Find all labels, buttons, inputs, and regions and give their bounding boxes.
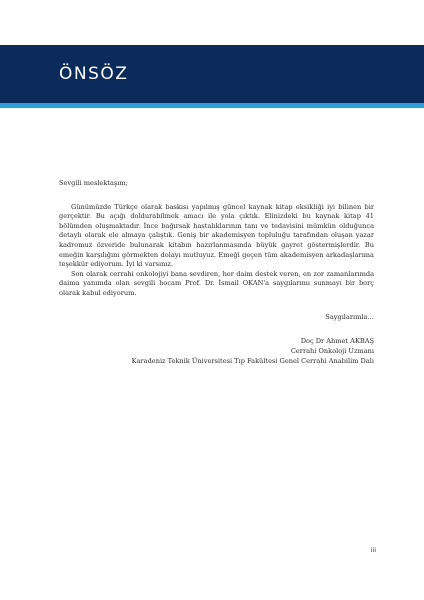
preface-letter xyxy=(59,179,374,366)
greeting: Sevgili meslektaşım; xyxy=(59,179,128,187)
signature-title: Cerrahi Onkoloji Uzmanı xyxy=(290,347,374,356)
paragraph-1: Günümüzde Türkçe olarak baskısı yapılmış güncel kaynak kitap eksikliği iyi bilinen bir gerçektir. Bu açığı doldurabilmek amacı ile yola çıktık. Elinizdeki bu kaynak kitap 41 bölümden oluşmaktadır. İnce bağırsak hastalıklarının tanı ve tedavisini mümkün olduğunca detaylı olarak ele almaya çalıştık. Geniş bir akademisyen topluluğu tarafından oluşan yazar kadromuz özveride bulunarak kitabın hazırlanmasında büyük gayret göstermişlerdir. Bu emeğin karşılığını görmekten dolayı mutluyuz. Emeği geçen tüm akademisyen arkadaşlarıma teşekkür ediyorum. İyi ki varsınız. xyxy=(59,202,374,269)
signature-name: Doç Dr Ahmet AKBAŞ xyxy=(300,337,374,346)
closing-line: Saygılarımla… xyxy=(325,312,374,321)
page-title: ÖNSÖZ xyxy=(59,64,129,84)
signature-block xyxy=(59,336,374,366)
signature-institution: Karadeniz Teknik Üniversitesi Tıp Fakültesi Genel Cerrahi Anabilim Dalı xyxy=(131,357,374,366)
header-accent-stripe xyxy=(0,103,424,108)
paragraph-2: Son olarak cerrahi onkolojiyi bana sevdiren, her daim destek veren, en zor zamanlarımda daima yanımda olan sevgili hocam Prof. Dr. İsmail OKAN'a saygılarımı sunmayı bir borç olarak kabul ediyorum. xyxy=(59,269,374,297)
page-number: iii xyxy=(370,546,376,554)
